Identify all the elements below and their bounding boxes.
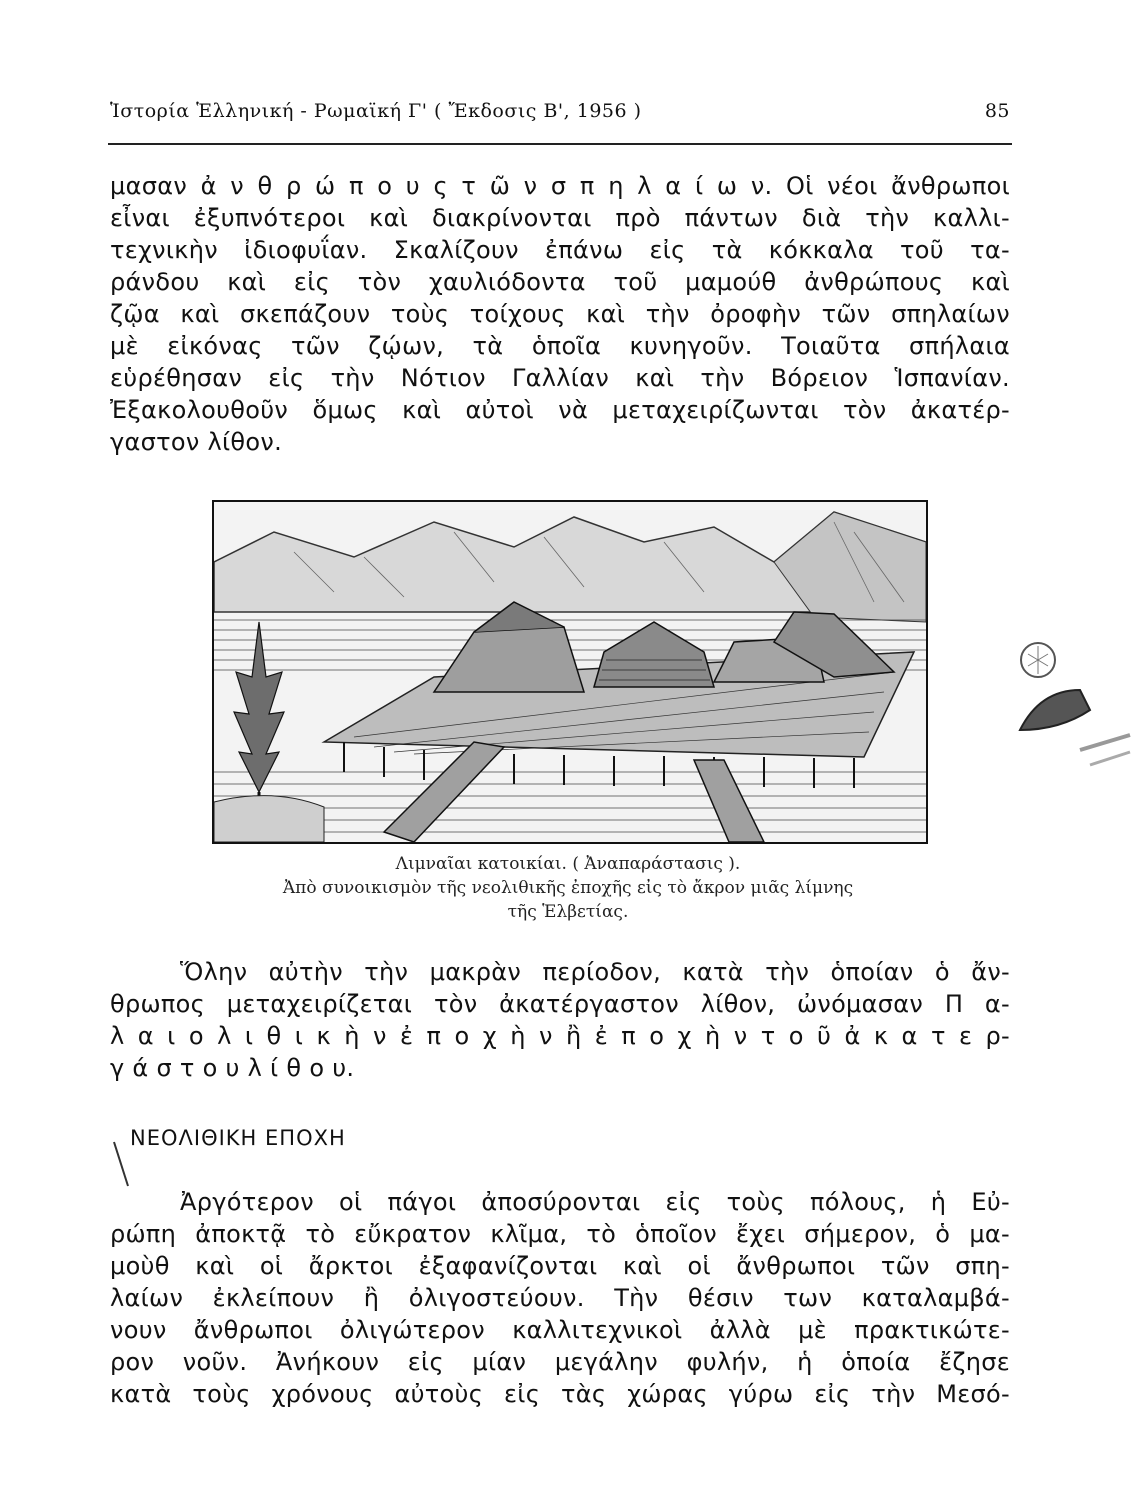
text-line: ρον νοῦν. Ἀνήκουν εἰς μίαν μεγάλην φυλήν, ἡ ὁποία ἔζησε — [110, 1348, 1010, 1376]
paragraph-3 — [110, 1186, 1010, 1410]
text-line: ράνδου καὶ εἰς τὸν χαυλιόδοντα τοῦ μαμούθ ἀνθρώπους καὶ — [110, 268, 1010, 296]
text-line: νουν ἄνθρωποι ὀλιγώτερον καλλιτεχνικοὶ ἀλλὰ μὲ πρακτικώτε- — [110, 1316, 1010, 1344]
caption-title: Λιμναῖαι κατοικίαι. ( Ἀναπαράστασις ). — [395, 854, 741, 874]
caption-description-end: τῆς Ἑλβετίας. — [507, 902, 629, 922]
page-number: 85 — [984, 100, 1010, 122]
text-line: κατὰ τοὺς χρόνους αὐτοὺς εἰς τὰς χώρας γύρω εἰς τὴν Μεσό- — [110, 1380, 1010, 1408]
text-line: μὲ εἰκόνας τῶν ζῴων, τὰ ὁποῖα κυνηγοῦν. Τοιαῦτα σπήλαια — [110, 332, 1010, 360]
text-line: γ ά σ τ ο υ λ ί θ ο υ. — [110, 1054, 355, 1082]
text-line: θρωπος μεταχειρίζεται τὸν ἀκατέργαστον λίθον, ὠνόμασαν Π α- — [110, 990, 1010, 1018]
paragraph-2 — [110, 956, 1010, 1084]
text-line: γαστον λίθον. — [110, 428, 283, 456]
text-line: μασαν ἀ ν θ ρ ώ π ο υ ς τ ῶ ν σ π η λ α ί ω ν. Οἱ νέοι ἄνθρωποι — [110, 172, 1010, 200]
illustration-drawing — [214, 502, 926, 842]
running-header — [110, 100, 1010, 122]
text-line: λ α ι ο λ ι θ ι κ ὴ ν ἐ π ο χ ὴ ν ἢ ἐ π ο χ ὴ ν τ ο ῦ ἀ κ α τ ε ρ- — [110, 1022, 1010, 1050]
margin-pencil-tick — [112, 1140, 132, 1190]
pencil-doodle — [1010, 640, 1132, 790]
text-line: εἶναι ἐξυπνότεροι καὶ διακρίνονται πρὸ πάντων διὰ τὴν καλλι- — [110, 204, 1010, 232]
text-line: ζῷα καὶ σκεπάζουν τοὺς τοίχους καὶ τὴν ὀροφὴν τῶν σπηλαίων — [110, 300, 1010, 328]
text-line: Ὅλην αὐτὴν τὴν μακρὰν περίοδον, κατὰ τὴν ὁποίαν ὁ ἄν- — [180, 958, 1010, 986]
lake-dwellings-illustration — [212, 500, 928, 844]
caption-description: Ἀπὸ συνοικισμὸν τῆς νεολιθικῆς ἐποχῆς εἰς τὸ ἄκρον μιᾶς λίμνης — [282, 878, 854, 898]
header-title: Ἱστορία Ἑλληνική - Ρωμαϊκή Γ' ( Ἔκδοσις Β', 1956 ) — [110, 100, 642, 122]
text-line: ρώπη ἀποκτᾷ τὸ εὔκρατον κλῖμα, τὸ ὁποῖον ἔχει σήμερον, ὁ μα- — [110, 1220, 1010, 1248]
text-line: λαίων ἐκλείπουν ἢ ὀλιγοστεύουν. Τὴν θέσιν των καταλαμβά- — [110, 1284, 1010, 1312]
text-line: εὑρέθησαν εἰς τὴν Νότιον Γαλλίαν καὶ τὴν Βόρειον Ἱσπανίαν. — [110, 364, 1010, 392]
section-heading: ΝΕΟΛΙΘΙΚΗ ΕΠΟΧΗ — [130, 1126, 346, 1150]
text-line: Ἐξακολουθοῦν ὅμως καὶ αὐτοὶ νὰ μεταχειρίζωνται τὸν ἀκατέρ- — [110, 396, 1010, 424]
header-rule — [108, 143, 1012, 145]
text-line: τεχνικὴν ἰδιοφυΐαν. Σκαλίζουν ἐπάνω εἰς τὰ κόκκαλα τοῦ τα- — [110, 236, 1010, 264]
text-line: Ἀργότερον οἱ πάγοι ἀποσύρονται εἰς τοὺς πόλους, ἡ Εὐ- — [180, 1188, 1010, 1216]
figure-caption — [212, 852, 924, 924]
text-line: μοὺθ καὶ οἱ ἄρκτοι ἐξαφανίζονται καὶ οἱ ἄνθρωποι τῶν σπη- — [110, 1252, 1010, 1280]
paragraph-1 — [110, 170, 1010, 458]
